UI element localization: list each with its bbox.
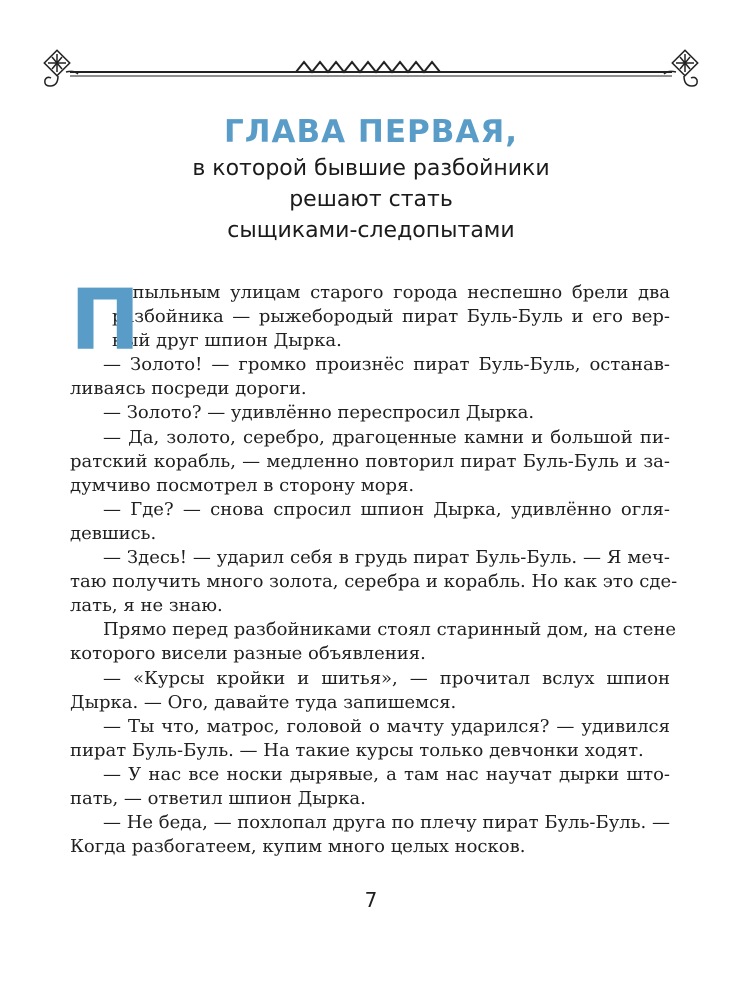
chapter-subtitle-line: сыщиками-следопытами [227,218,515,243]
text-line: — Золото! — громко произнёс пират Буль-Буль, останав- [103,354,670,376]
decorative-header-ornament [0,40,742,100]
text-line: ливаясь посреди дороги. [70,378,307,400]
text-line: лать, я не знаю. [70,595,223,617]
chapter-subtitle-line: в которой бывшие разбойники [192,156,550,181]
text-line: — У нас все носки дырявые, а там нас научат дырки што- [103,763,670,785]
drop-cap: П [70,271,141,369]
page-number: 7 [364,888,378,912]
chapter-title: ГЛАВА ПЕРВАЯ, [223,114,518,150]
text-line: Когда разбогатеем, купим много целых носков. [70,836,526,858]
text-line: — Где? — снова спросил шпион Дырка, удивлённо огля- [103,498,670,520]
text-line: — Не беда, — похлопал друга по плечу пират Буль-Буль. — [103,812,670,834]
text-line: — Здесь! — ударил себя в грудь пират Буль-Буль. — Я меч- [103,547,670,569]
text-line: думчиво посмотрел в сторону моря. [70,474,415,496]
text-line: таю получить много золота, серебра и корабль. Но как это сде- [70,571,678,593]
text-line: девшись. [70,522,157,544]
text-line: Прямо перед разбойниками стоял старинный дом, на стене [103,619,677,641]
text-line: — «Курсы кройки и шитья», — прочитал вслух шпион [103,667,670,689]
zigzag-ornament [296,62,440,72]
chapter-subtitle-line: решают стать [289,187,453,212]
text-line: — Золото? — удивлённо переспросил Дырка. [103,402,535,424]
right-corner-knot-ornament [664,50,698,86]
body-text [70,271,678,859]
text-line: Дырка. — Ого, давайте туда запишемся. [70,691,457,713]
text-line: — Да, золото, серебро, драгоценные камни и большой пи- [103,426,670,448]
text-line: разбойника — рыжебородый пират Буль-Буль и его вер- [112,306,670,328]
text-line: пать, — ответил шпион Дырка. [70,787,366,809]
text-line: ный друг шпион Дырка. [112,330,342,352]
text-line: пират Буль-Буль. — На такие курсы только девчонки ходят. [70,739,644,761]
left-corner-knot-ornament [44,50,78,86]
chapter-heading [0,112,742,245]
text-line: — Ты что, матрос, головой о мачту ударился? — удивился [103,715,670,737]
text-line: о пыльным улицам старого города неспешно брели два [112,282,670,303]
text-line: ратский корабль, — медленно повторил пират Буль-Буль и за- [70,450,670,472]
text-line: которого висели разные объявления. [70,643,426,665]
